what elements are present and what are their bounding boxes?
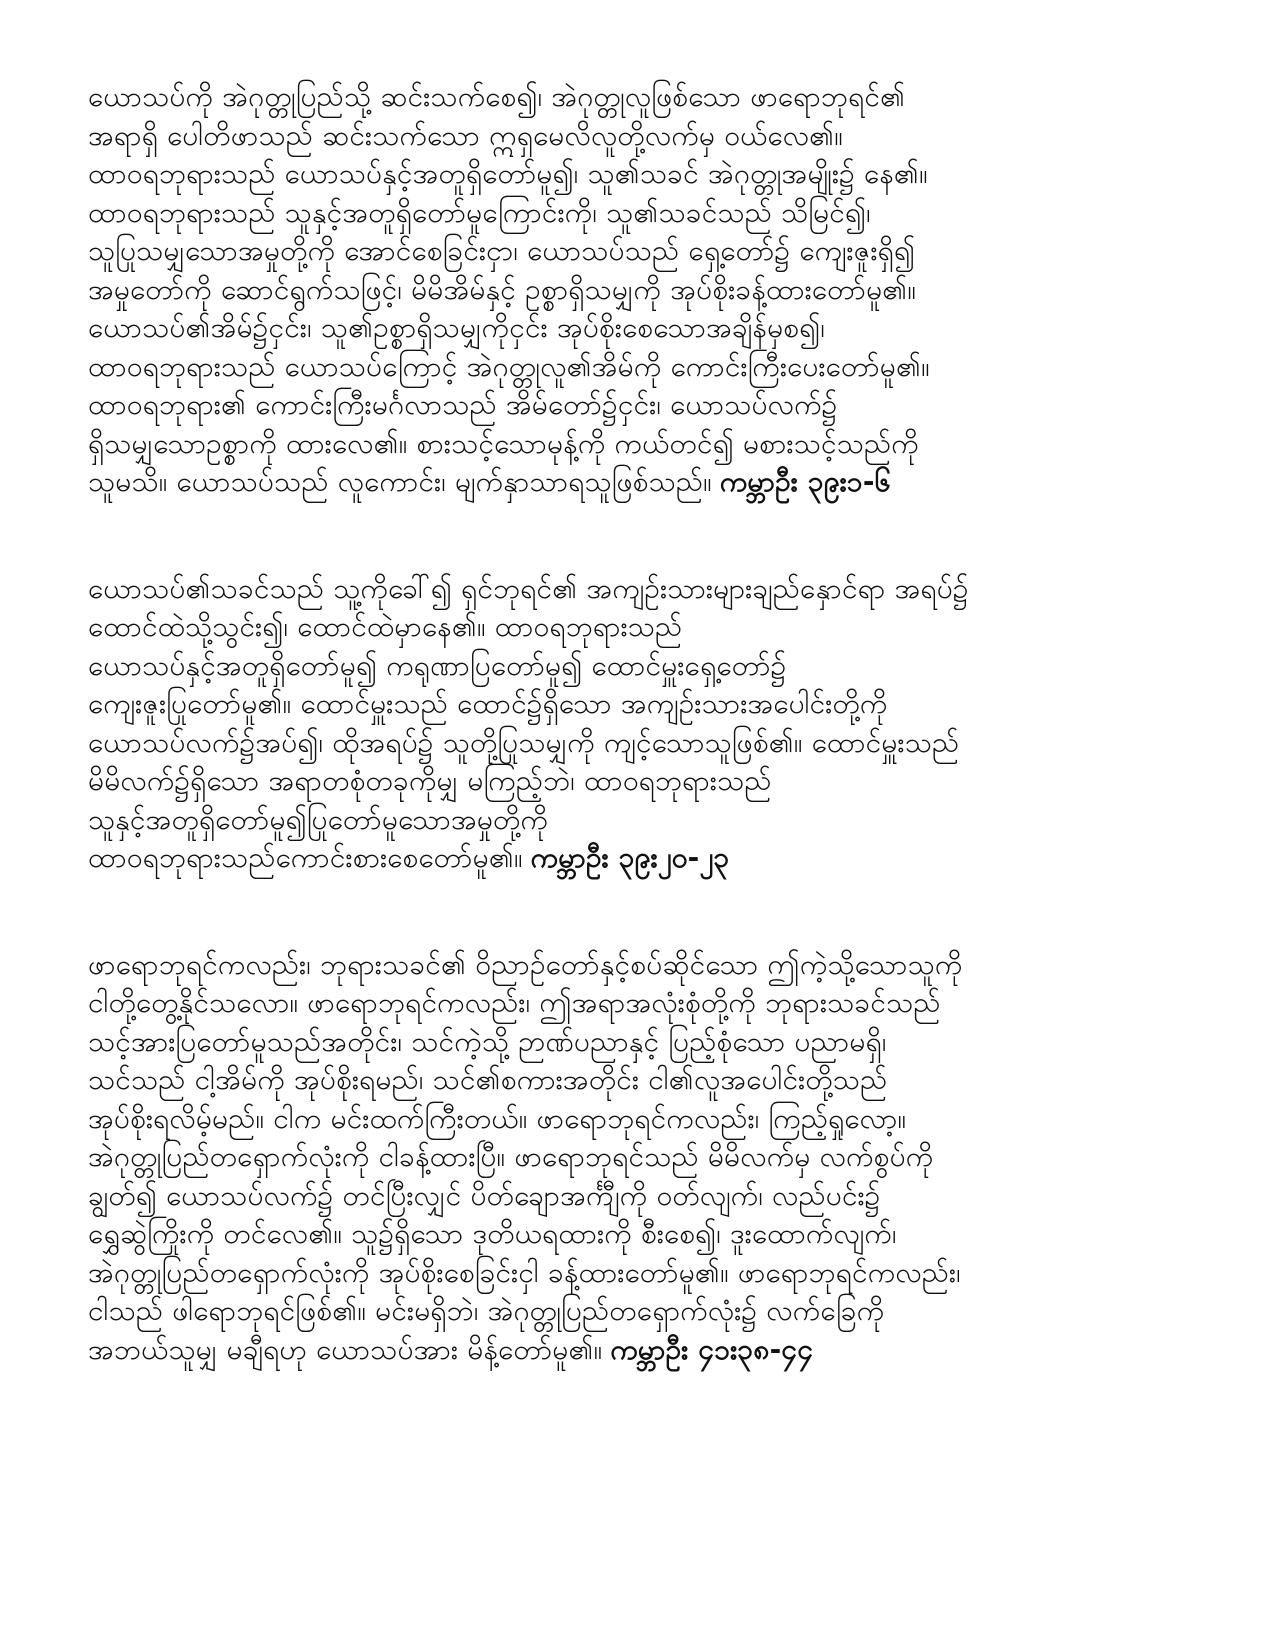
text-line: သူပြုသမျှသောအမှုတို့ကို အောင်စေခြင်းငှာ၊ ယောသပ်သည် ရှေ့တော်၌ ကျေးဇူးရှိ၍: [88, 234, 916, 267]
text-line: ရွှေဆွဲကြိုးကို တင်လေ၏။ သူ၌ရှိသော ဒုတိယရထားကို စီးစေ၍၊ ဒူးထောက်လျက်၊: [88, 1217, 897, 1250]
text-line-content: သူမသိ။ ယောသပ်သည် လူကောင်း၊ မျက်နှာသာရသူဖြစ်သည်။: [88, 465, 712, 498]
text-line: အုပ်စိုးရလိမ့်မည်။ ငါက မင်းထက်ကြီးတယ်။ ဖာရောဘုရင်ကလည်း၊ ကြည့်ရှုလော့။: [88, 1101, 907, 1135]
scripture-reference: ကမ္ဘာဦး ၃၉း၁-၆: [719, 465, 891, 498]
scripture-reference: ကမ္ဘာဦး ၄၁း၃၈-၄၄: [610, 1332, 814, 1366]
text-line: ချွတ်၍ ယောသပ်လက်၌ တင်ပြီးလျှင် ပိတ်ချောအင်္ကျီကို ဝတ်လျက်၊ လည်ပင်း၌: [88, 1178, 881, 1212]
text-line: ကျေးဇူးပြုတော်မူ၏။ ထောင်မှူးသည် ထောင်၌ရှိသော အကျဉ်းသားအပေါင်းတို့ကို: [88, 687, 888, 720]
text-line: အဲဂုတ္တုပြည်တရှောက်လုံးကို အုပ်စိုးစေခြင်းငှါ ခန့်ထားတော်မူ၏။ ဖာရောဘုရင်ကလည်း၊: [88, 1255, 961, 1289]
scripture-reference: ကမ္ဘာဦး ၃၉း၂၀-၂၃: [530, 841, 730, 874]
text-line: သင်သည် ငါ့အိမ်ကို အုပ်စိုးရမည်၊ သင်၏စကားအတိုင်း ငါ၏လူအပေါင်းတို့သည်: [88, 1063, 888, 1096]
text-line: ထာဝရဘုရားသည် ယောသပ်ကြောင့် အဲဂုတ္တုလူ၏အိမ်ကို ကောင်းကြီးပေးတော်မူ၏။: [88, 349, 930, 383]
text-line: ထာဝရဘုရား၏ ကောင်းကြီးမင်္ဂလာသည် အိမ်တော်၌ငှင်း၊ ယောသပ်လက်၌: [88, 388, 838, 421]
text-line: မိမိလက်၌ရှိသော အရာတစုံတခုကိုမျှ မကြည့်ဘဲ၊ ထာဝရဘုရားသည်: [88, 764, 772, 797]
text-line-last: [88, 463, 1198, 502]
text-line: သူနှင့်အတူရှိတော်မူ၍ပြုတော်မူသောအမှုတို့ကို: [88, 802, 549, 836]
text-line: အမှုတော်ကို ဆောင်ရွက်သဖြင့်၊ မိမိအိမ်နှင့် ဥစ္စာရှိသမျှကို အုပ်စိုးခန့်ထားတော်မူ၏။: [88, 272, 917, 306]
text-line: ယောသပ်ကို အဲဂုတ္တုပြည်သို့ ဆင်းသက်စေ၍၊ အဲဂုတ္တုလူဖြစ်သော ဖာရောဘုရင်၏: [88, 80, 906, 113]
text-line: အရာရှိ ပေါတိဖာသည် ဆင်းသက်သော ဣရှမေလိလူတို့လက်မှ ဝယ်လေ၏။: [88, 118, 843, 152]
paragraph-2: [88, 570, 1198, 878]
text-line: ယောသပ်၏အိမ်၌ငှင်း၊ သူ၏ဥစ္စာရှိသမျှကိုငှင်း အုပ်စိုးစေသောအချိန်မှစ၍၊: [88, 311, 826, 344]
text-line-last: [88, 839, 1198, 878]
text-line: အဲဂုတ္တုပြည်တရှောက်လုံးကို ငါခန့်ထားပြီ။ ဖာရောဘုရင်သည် မိမိလက်မှ လက်စွပ်ကို: [88, 1140, 934, 1173]
document-page: [88, 78, 1198, 1437]
text-line: ထာဝရဘုရားသည် ယောသပ်နှင့်အတူရှိတော်မူ၍၊ သူ၏သခင် အဲဂုတ္တုအမျိုး၌ နေ၏။: [88, 157, 928, 190]
text-line: ငါတို့တွေ့နိုင်သလော။ ဖာရောဘုရင်ကလည်း၊ ဤအရာအလုံးစုံတို့ကို ဘုရားသခင်သည်: [88, 986, 941, 1019]
text-line: ယောသပ်လက်၌အပ်၍၊ ထိုအရပ်၌ သူတို့ပြုသမျှကို ကျင့်သောသူဖြစ်၏။ ထောင်မှူးသည်: [88, 725, 960, 759]
text-line: ငါသည် ဖါရောဘုရင်ဖြစ်၏။ မင်းမရှိဘဲ၊ အဲဂုတ္တုပြည်တရှောက်လုံး၌ လက်ခြေကို: [88, 1294, 885, 1327]
text-line: သင့်အားပြတော်မူသည်အတိုင်း၊ သင်ကဲ့သို့ ဉာဏ်ပညာနှင့် ပြည့်စုံသော ပညာမရှိ၊: [88, 1024, 887, 1058]
text-line: ထောင်ထဲသို့သွင်း၍၊ ထောင်ထဲမှာနေ၏။ ထာဝရဘုရားသည်: [88, 610, 683, 643]
paragraph-1: [88, 78, 1198, 502]
text-line: ယောသပ်၏သခင်သည် သူ့ကိုခေါ်၍ ရှင်ဘုရင်၏ အကျဉ်းသားများချည်နှောင်ရာ အရပ်၌: [88, 571, 969, 605]
text-line: ရှိသမျှသောဥစ္စာကို ထားလေ၏။ စားသင့်သောမုန့်ကို ကယ်တင်၍ မစားသင့်သည်ကို: [88, 426, 919, 460]
text-line-content: ထာဝရဘုရားသည်ကောင်းစားစေတော်မူ၏။: [88, 841, 523, 874]
text-line: ထာဝရဘုရားသည် သူနှင့်အတူရှိတော်မူကြောင်းကို၊ သူ၏သခင်သည် သိမြင်၍၊: [88, 195, 871, 229]
text-line: ဖာရောဘုရင်ကလည်း၊ ဘုရားသခင်၏ ဝိညာဉ်တော်နှင့်စပ်ဆိုင်သော ဤကဲ့သို့သောသူကို: [88, 947, 963, 981]
text-line-last: [88, 1331, 1198, 1370]
text-line: ယောသပ်နှင့်အတူရှိတော်မူ၍ ကရုဏာပြတော်မူ၍ ထောင်မှူးရှေ့တော်၌: [88, 648, 787, 682]
paragraph-3: [88, 946, 1198, 1370]
text-line-content: အဘယ်သူမျှ မချီရဟု ယောသပ်အား မိန့်တော်မူ၏။: [88, 1332, 603, 1366]
